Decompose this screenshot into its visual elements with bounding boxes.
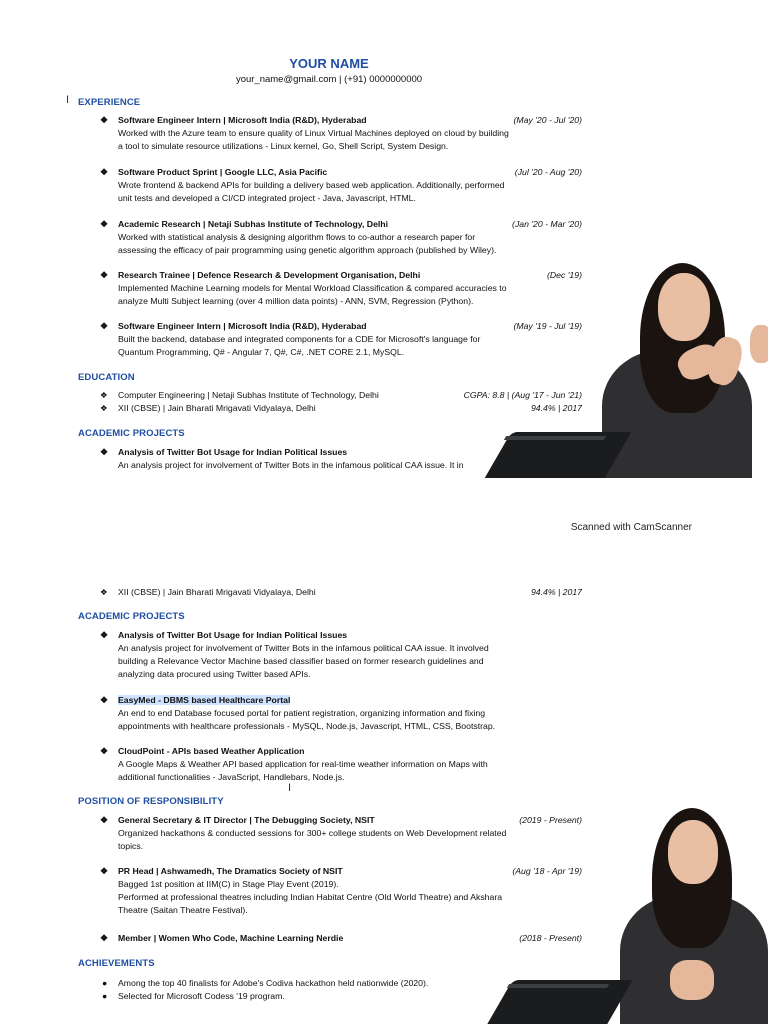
achievement-text: Among the top 40 finalists for Adobe's Codiva hackathon held nationwide (2020). [118,978,429,988]
position-date: (Aug '18 - Apr '19) [512,866,582,876]
project-title: CloudPoint - APIs based Weather Application [118,746,305,756]
scanner-watermark: Scanned with CamScanner [570,522,692,533]
project-line: analyzing data procured using Twitter based APIs. [118,669,311,679]
experience-line: Wrote frontend & backend APIs for building a delivery based web application. Additionally, performed [118,180,505,190]
education-left: Computer Engineering | Netaji Subhas Institute of Technology, Delhi [118,390,379,400]
position-item [100,814,582,853]
position-line: Organized hackathons & conducted sessions for 300+ college students on Web Development related [118,828,507,838]
position-line: Theatre (Saitan Theatre Festival). [118,905,248,915]
section-academic-projects: ACADEMIC PROJECTS [78,428,185,439]
project-title: EasyMed - DBMS based Healthcare Portal [118,695,291,705]
project-line: building a Relevance Vector Machine based classifier based on former research guidelines and [118,656,484,666]
position-item [100,865,582,917]
diamond-bullet-icon: ❖ [100,321,109,331]
presenter-hand [750,325,768,363]
round-bullet-icon: ● [102,991,108,1001]
position-line: topics. [118,841,144,851]
experience-line: unit tests and developed a CI/CD integrated project - Java, Javascript, HTML. [118,193,416,203]
presenter-hand [670,960,714,1000]
diamond-bullet-icon: ❖ [100,587,108,597]
experience-line: a tool to simulate resource utilizations - Linux kernel, Go, Shell Script, System Design. [118,141,449,151]
experience-line: assessing the efficacy of pair programming using genetic algorithm approach (published by Wiley). [118,245,497,255]
diamond-bullet-icon: ❖ [100,270,109,280]
education-left: XII (CBSE) | Jain Bharati Mrigavati Vidyalaya, Delhi [118,403,316,413]
laptop-edge [504,436,606,440]
round-bullet-icon: ● [102,978,108,988]
diamond-bullet-icon: ❖ [100,403,108,413]
project-line: An analysis project for involvement of Twitter Bots in the infamous political CAA issue. It in [118,460,464,470]
education-item [100,586,582,599]
project-item [100,694,582,733]
diamond-bullet-icon: ❖ [100,390,108,400]
section-education: EDUCATION [78,372,135,383]
presenter-face [668,820,718,884]
education-left: XII (CBSE) | Jain Bharati Mrigavati Vidyalaya, Delhi [118,587,316,597]
experience-item [100,320,582,359]
project-line: An end to end Database focused portal for patient registration, organizing information and fixing [118,708,486,718]
section-academic-projects: ACADEMIC PROJECTS [78,611,185,622]
experience-title: Academic Research | Netaji Subhas Institute of Technology, Delhi [118,219,389,229]
experience-line: Implemented Machine Learning models for Mental Workload Classification & compared accuracies to [118,283,507,293]
text-cursor-icon: I [288,782,292,794]
position-title: PR Head | Ashwamedh, The Dramatics Society of NSIT [118,866,343,876]
presenter-face [658,273,710,341]
experience-title: Software Product Sprint | Google LLC, Asia Pacific [118,167,328,177]
project-line: A Google Maps & Weather API based application for real-time weather information on Maps with [118,759,488,769]
experience-line: analyze Multi Subject learning (over 4 million data points) - ANN, SVM, Regression (Python). [118,296,474,306]
experience-item [100,269,582,308]
diamond-bullet-icon: ❖ [100,167,109,177]
diamond-bullet-icon: ❖ [100,219,109,229]
position-item [100,932,582,945]
diamond-bullet-icon: ❖ [100,115,109,125]
project-line: additional functionalities - JavaScript, Handlebars, Node.js. [118,772,345,782]
experience-line: Worked with statistical analysis & designing algorithm flows to co-author a research paper for [118,232,476,242]
experience-line: Built the backend, database and integrated components for a CDE for Microsoft's language for [118,334,481,344]
diamond-bullet-icon: ❖ [100,815,109,825]
position-date: (2018 - Present) [519,933,582,943]
section-experience: EXPERIENCE [78,97,141,108]
position-title: Member | Women Who Code, Machine Learning Nerdie [118,933,344,943]
experience-date: (Jan '20 - Mar '20) [512,219,582,229]
resume-name: YOUR NAME [289,56,369,71]
diamond-bullet-icon: ❖ [100,933,109,943]
diamond-bullet-icon: ❖ [100,695,109,705]
position-date: (2019 - Present) [519,815,582,825]
resume-contact: your_name@gmail.com | (+91) 0000000000 [235,74,423,85]
position-line: Bagged 1st position at IIM(C) in Stage Play Event (2019). [118,879,339,889]
education-right: 94.4% | 2017 [530,587,582,597]
experience-line: Worked with the Azure team to ensure quality of Linux Virtual Machines deployed on cloud by building [118,128,509,138]
experience-title: Software Engineer Intern | Microsoft India (R&D), Hyderabad [118,115,367,125]
text-cursor-icon: I [66,94,70,106]
education-item [100,389,582,402]
position-title: General Secretary & IT Director | The Debugging Society, NSIT [118,815,375,825]
experience-item [100,114,582,153]
education-right: CGPA: 8.8 | (Aug '17 - Jun '21) [463,390,582,400]
project-line: An analysis project for involvement of Twitter Bots in the infamous political CAA issue. It involved [118,643,489,653]
diamond-bullet-icon: ❖ [100,447,109,457]
education-item [100,402,582,415]
diamond-bullet-icon: ❖ [100,866,109,876]
experience-title: Research Trainee | Defence Research & Development Organisation, Delhi [118,270,421,280]
experience-title: Software Engineer Intern | Microsoft India (R&D), Hyderabad [118,321,367,331]
section-position-of-responsibility: POSITION OF RESPONSIBILITY [78,796,224,807]
experience-date: (May '19 - Jul '19) [513,321,582,331]
project-line: appointments with healthcare professionals - MySQL, Node.js, Javascript, HTML, CSS, Bootstrap. [118,721,496,731]
video-frame-top [0,0,768,478]
position-line: Performed at professional theatres including Indian Habitat Centre (Old World Theatre) and Akshara [118,892,503,902]
video-frame-bottom [0,568,768,1024]
project-title: Analysis of Twitter Bot Usage for Indian Political Issues [118,630,348,640]
diamond-bullet-icon: ❖ [100,630,109,640]
experience-date: (Dec '19) [547,270,582,280]
laptop-edge [507,984,609,988]
experience-item [100,166,582,205]
project-item [100,629,582,681]
experience-item [100,218,582,257]
project-item [100,745,582,784]
education-right: 94.4% | 2017 [530,403,582,413]
experience-date: (May '20 - Jul '20) [513,115,582,125]
experience-line: Quantum Programming, Q# - Angular 7, Q#, C#, .NET CORE 2.1, MySQL. [118,347,405,357]
project-title: Analysis of Twitter Bot Usage for Indian Political Issues [118,447,348,457]
section-achievements: ACHIEVEMENTS [78,958,155,969]
experience-date: (Jul '20 - Aug '20) [514,167,582,177]
achievement-text: Selected for Microsoft Codess '19 program. [118,991,285,1001]
diamond-bullet-icon: ❖ [100,746,109,756]
